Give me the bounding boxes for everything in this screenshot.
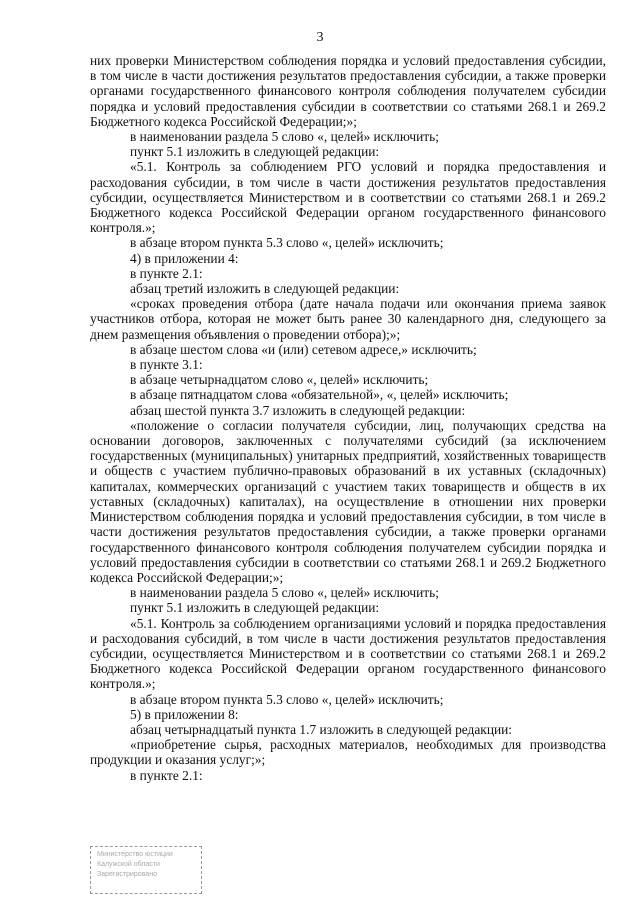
paragraph: в абзаце шестом слова «и (или) сетевом адресе,» исключить; xyxy=(130,341,477,357)
stamp-line: Министерство юстиции xyxy=(97,851,173,858)
paragraph: 5) в приложении 8: xyxy=(130,706,239,722)
paragraph: в пункте 2.1: xyxy=(130,767,203,783)
paragraph: в пункте 3.1: xyxy=(130,357,203,373)
paragraph: «сроках проведения отбора (дате начала подачи или окончания приема заявок участников отбора, которая не может быть ранее 30 календарного дня, следующего за днем размещения объявления о проведении отбора);»; xyxy=(90,296,606,342)
paragraph: пункт 5.1 изложить в следующей редакции: xyxy=(130,144,380,160)
stamp-line: Зарегистрировано xyxy=(97,871,157,878)
paragraph: них проверки Министерством соблюдения порядка и условий предоставления субсидии, в том числе в части достижения результатов предоставления субсидии, а также проверки органами государственного финансового контроля соблюдения получателем субсидии порядка и условий предоставления субсидии в соответствии со статьями 268.1 и 269.2 Бюджетного кодекса Российской Федерации;»; xyxy=(90,53,606,129)
paragraph: в наименовании раздела 5 слово «, целей» исключить; xyxy=(130,585,439,601)
paragraph: «приобретение сырья, расходных материалов, необходимых для производства продукции и оказания услуг;»; xyxy=(90,737,606,768)
paragraph: абзац четырнадцатый пункта 1.7 изложить в следующей редакции: xyxy=(130,721,513,737)
paragraph: в абзаце втором пункта 5.3 слово «, целей» исключить; xyxy=(130,691,444,707)
registration-stamp xyxy=(90,846,202,894)
paragraph: 4) в приложении 4: xyxy=(130,250,239,266)
stamp-line: Калужской области xyxy=(97,861,160,868)
paragraph: в абзаце втором пункта 5.3 слово «, целей» исключить; xyxy=(130,235,444,251)
paragraph: «5.1. Контроль за соблюдением РГО условий и порядка предоставления и расходования субсидии, в том числе в части достижения результатов предоставления субсидии, осуществляется Министерством и в соответствии со статьями 268.1 и 269.2 Бюджетного кодекса Российской Федерации органом государственного финансового контроля.»; xyxy=(90,159,606,236)
paragraph: абзац третий изложить в следующей редакции: xyxy=(130,281,400,297)
paragraph: в абзаце четырнадцатом слово «, целей» исключить; xyxy=(130,372,429,388)
paragraph: «5.1. Контроль за соблюдением организациями условий и порядка предоставления и расходования субсидий, в том числе в части достижения результатов предоставления субсидии, осуществляется Министерством и в соответствии со статьями 268.1 и 269.2 Бюджетного кодекса Российской Федерации органом государственного финансового контроля.»; xyxy=(90,615,606,692)
document-body xyxy=(90,53,606,783)
paragraph: «положение о согласии получателя субсидии, лиц, получающих средства на основании договоров, заключенных с получателями субсидий (за исключением государственных (муниципальных) унитарных предприятий, хозяйственных товариществ и обществ с участием публично-правовых образований в их уставных (складочных) капиталах, коммерческих организаций с участием таких товариществ и обществ в их уставных (складочных) капиталах), на осуществление в отношении них проверки Министерством соблюдения порядка и условий предоставления субсидии, в том числе в части достижения результатов предоставления субсидии, а также проверки органами государственного финансового контроля соблюдения получателем субсидии порядка и условий предоставления субсидии в соответствии со статьями 268.1 и 269.2 Бюджетного кодекса Российской Федерации;»; xyxy=(90,417,606,585)
paragraph: в пункте 2.1: xyxy=(130,265,203,281)
paragraph: в абзаце пятнадцатом слова «обязательной», «, целей» исключить; xyxy=(130,387,509,403)
paragraph: абзац шестой пункта 3.7 изложить в следующей редакции: xyxy=(130,402,466,418)
paragraph: пункт 5.1 изложить в следующей редакции: xyxy=(130,600,380,616)
page-number: 3 xyxy=(316,30,324,45)
paragraph: в наименовании раздела 5 слово «, целей» исключить; xyxy=(130,129,439,145)
